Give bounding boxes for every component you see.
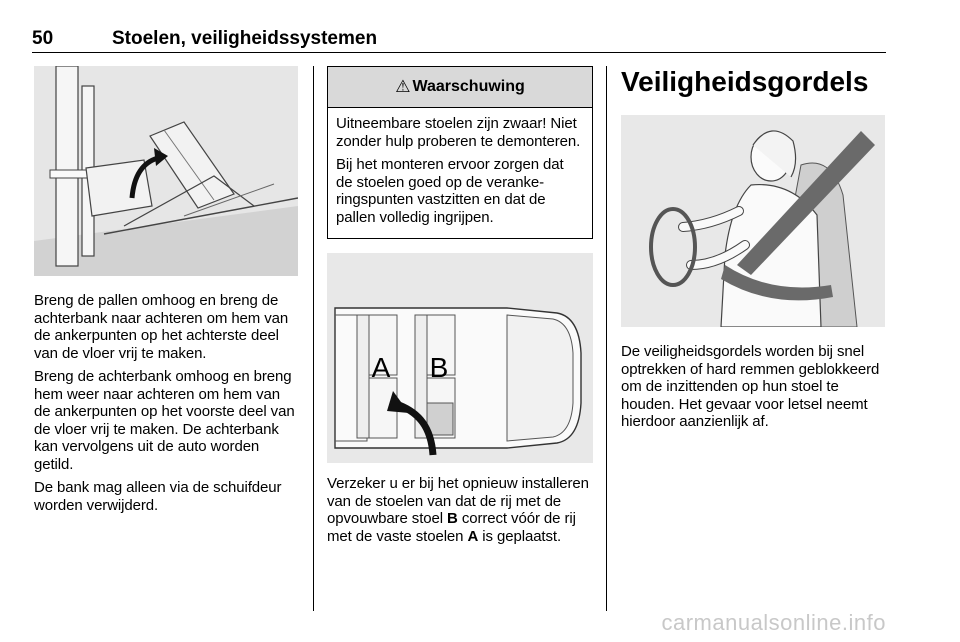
body-text: Breng de pallen omhoog en breng de achterbank naar achteren om hem van de ankerpunten op het achterste deel van de vloer vrij te maken. — [34, 292, 289, 362]
column-divider — [313, 66, 314, 611]
warning-text: Uitneembare stoelen zijn zwaar! Niet zonder hulp proberen te demonteren. — [336, 115, 581, 150]
warning-box — [327, 66, 593, 239]
watermark: carmanualsonline.info — [661, 610, 886, 635]
body-text: Breng de achterbank omhoog en breng hem weer naar achteren om hem van de ankerpunten op het voorste deel van de vloer vrij te maken. De achterbank kan vervolgens uit de auto worden getild. — [34, 368, 295, 473]
warning-heading: Waarschuwing — [412, 78, 525, 95]
column-middle — [327, 66, 593, 551]
warning-text: Bij het monteren ervoor zorgen dat de stoelen goed op de verankeringspunten vastzitten en dat de pallen volledig ingrijpen. — [336, 156, 564, 226]
seat-layout-diagram — [327, 253, 593, 463]
warning-triangle-icon: ⚠ — [395, 77, 411, 96]
column-right — [621, 66, 887, 437]
section-title: Veiligheidsgordels — [621, 66, 869, 97]
body-text: De bank mag alleen via de schuifdeur worden verwijderd. — [34, 479, 282, 514]
seat-row-a-label: A — [371, 352, 391, 383]
page-header — [32, 26, 886, 53]
seatbelt-illustration — [621, 115, 885, 327]
seat-a-ref: A — [467, 527, 479, 545]
warning-header — [328, 67, 592, 108]
seat-row-b-label: B — [429, 352, 449, 383]
warning-body — [328, 108, 592, 238]
body-text: De veiligheidsgordels worden bij snel optrekken of hard remmen geblokkeerd om de inzittenden op hun stoel te houden. Het gevaar voor letsel neemt hierdoor aanzienlijk af. — [621, 343, 880, 430]
rear-bench-removal-illustration — [34, 66, 298, 276]
column-left — [34, 66, 300, 520]
seat-b-ref: B — [447, 510, 458, 527]
page-number: 50 — [32, 28, 54, 49]
body-text: Verzeker u er bij het opnieuw installeren van de stoelen van dat de rij met de opvouwbare stoel B correct vóór de rij met de vaste stoelen A is geplaatst. — [327, 475, 589, 545]
page-title: Stoelen, veiligheidssystemen — [112, 28, 378, 49]
column-divider — [606, 66, 607, 611]
